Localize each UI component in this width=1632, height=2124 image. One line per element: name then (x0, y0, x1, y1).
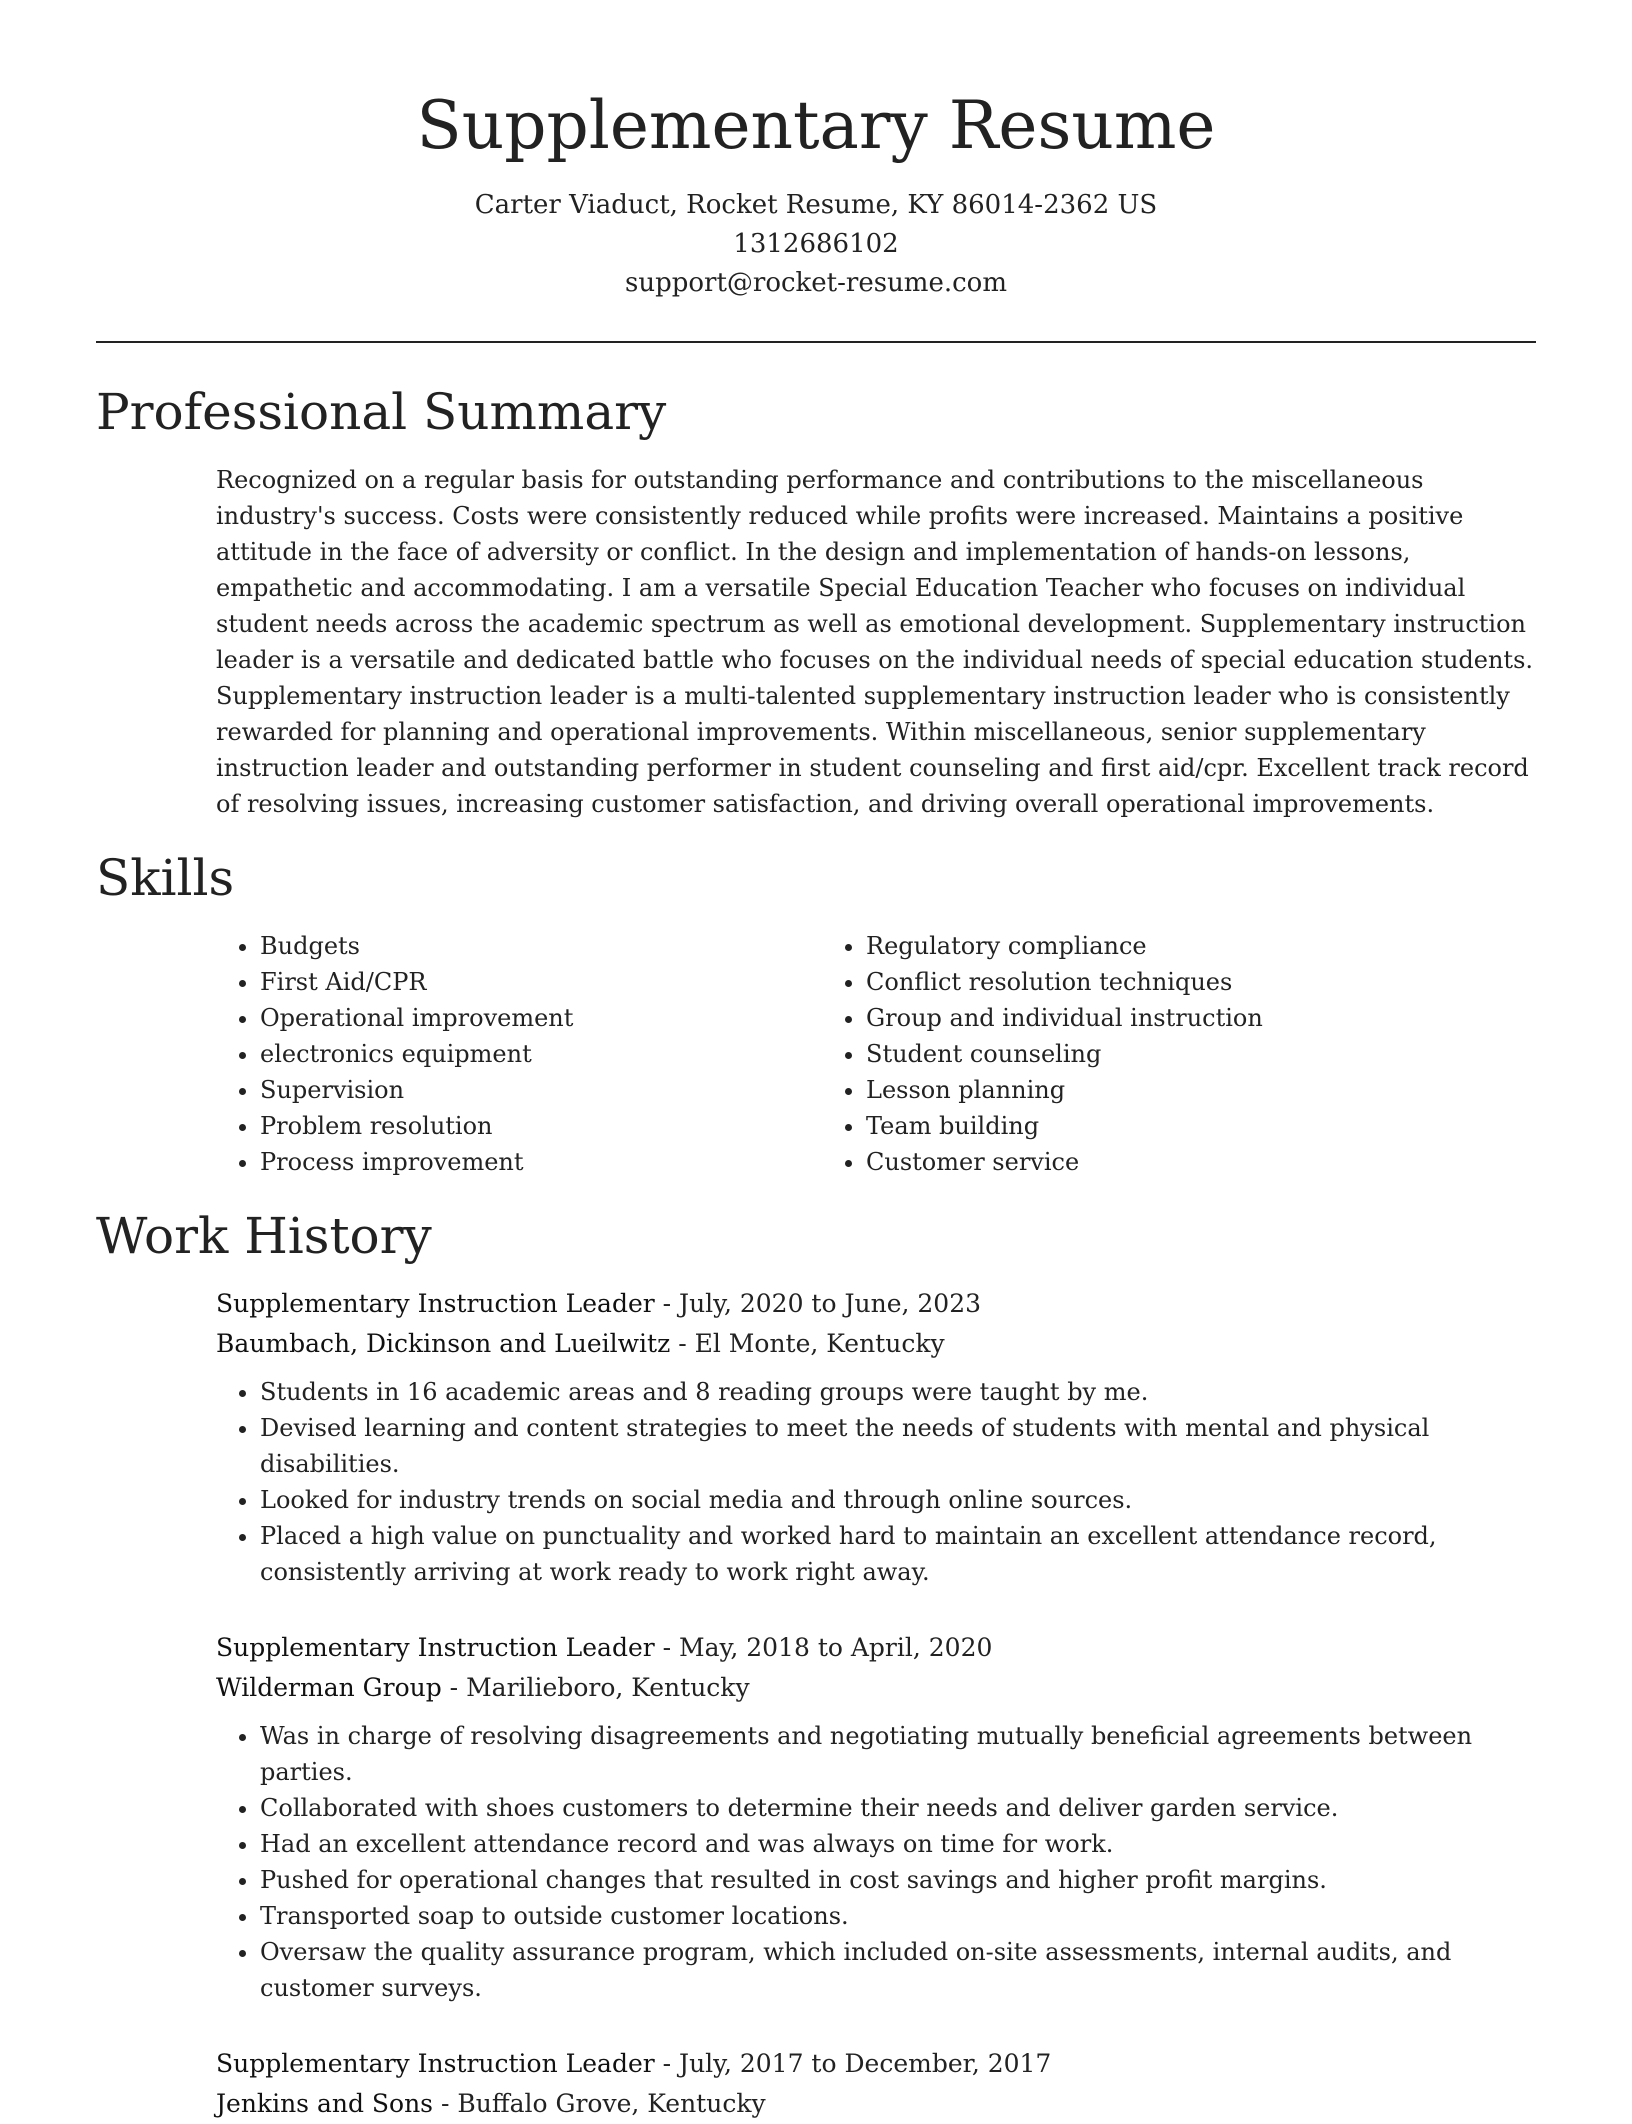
skill-item: • Lesson planning (866, 1072, 1428, 1108)
skill-item: • Student counseling (866, 1036, 1428, 1072)
skill-item: • Conflict resolution techniques (866, 964, 1428, 1000)
work-history-heading: Work History (96, 1207, 432, 1265)
resume-name: Supplementary Resume (416, 87, 1216, 164)
job-dates: - May, 2018 to April, 2020 (654, 1633, 993, 1662)
job-dates: - July, 2020 to June, 2023 (654, 1289, 982, 1318)
skill-item: • Customer service (866, 1144, 1428, 1180)
job-role: Supplementary Instruction Leader (216, 1633, 655, 1662)
skills-list (216, 928, 1536, 1180)
skills-heading: Skills (96, 849, 235, 907)
contact-email: support@rocket-resume.com (624, 268, 1007, 298)
job-location: - Buffalo Grove, Kentucky (433, 2089, 766, 2118)
skills-column-right (822, 928, 1428, 1180)
skill-item: • First Aid/CPR (260, 964, 822, 1000)
job-bullet: • Was in charge of resolving disagreements and negotiating mutually beneficial agreements between parties. (260, 1718, 1536, 1790)
job-company: Wilderman Group (216, 1673, 442, 1702)
job-bullet: • Devised learning and content strategies to meet the needs of students with mental and physical disabilities. (260, 1410, 1536, 1482)
summary-text: Recognized on a regular basis for outstanding performance and contributions to the miscellaneous industry's success. Costs were consistently reduced while profits were increased. Maintains a positive attitude in the face of adversity or conflict. In the design and implementation of hands-on lessons, empathetic and accommodating. I am a versatile Special Education Teacher who focuses on individual student needs across the academic spectrum as well as emotional development. Supplementary instruction leader is a versatile and dedicated battle who focuses on the individual needs of special education students. Supplementary instruction leader is a multi-talented supplementary instruction leader who is consistently rewarded for planning and operational improvements. Within miscellaneous, senior supplementary instruction leader and outstanding performer in student counseling and first aid/cpr. Excellent track record of resolving issues, increasing customer satisfaction, and driving overall operational improvements. (216, 466, 1534, 818)
skills-column-left (216, 928, 822, 1180)
job-bullet: • Placed a high value on punctuality and worked hard to maintain an excellent attendance record, consistently arriving at work ready to work right away. (260, 1518, 1536, 1590)
job-bullet: • Looked for industry trends on social media and through online sources. (260, 1482, 1536, 1518)
skill-item: • Problem resolution (260, 1108, 822, 1144)
job-location: - Marilieboro, Kentucky (441, 1673, 750, 1702)
job-company-line (216, 2084, 1536, 2124)
contact-block (96, 186, 1536, 303)
job-bullet: • Collaborated with shoes customers to determine their needs and deliver garden service. (260, 1790, 1536, 1826)
job-location: - El Monte, Kentucky (670, 1329, 945, 1358)
job-entry (216, 1284, 1536, 1590)
summary-heading: Professional Summary (96, 383, 667, 441)
job-role: Supplementary Instruction Leader (216, 1289, 655, 1318)
job-company-line (216, 1668, 1536, 1708)
contact-address: Carter Viaduct, Rocket Resume, KY 86014-2362 US (474, 190, 1158, 220)
skill-item: • Team building (866, 1108, 1428, 1144)
job-entry (216, 2044, 1536, 2124)
job-title-line (216, 1284, 1536, 1324)
skill-item: • electronics equipment (260, 1036, 822, 1072)
job-bullet: • Had an excellent attendance record and was always on time for work. (260, 1826, 1536, 1862)
contact-phone: 1312686102 (733, 229, 899, 259)
job-bullet: • Transported soap to outside customer locations. (260, 1898, 1536, 1934)
job-entry (216, 1628, 1536, 2006)
skill-item: • Group and individual instruction (866, 1000, 1428, 1036)
job-company: Jenkins and Sons (216, 2089, 434, 2118)
skill-item: • Regulatory compliance (866, 928, 1428, 964)
job-bullet: • Students in 16 academic areas and 8 reading groups were taught by me. (260, 1374, 1536, 1410)
job-title-line (216, 2044, 1536, 2084)
job-bullets (216, 1718, 1536, 2006)
job-title-line (216, 1628, 1536, 1668)
job-bullet: • Pushed for operational changes that resulted in cost savings and higher profit margins. (260, 1862, 1536, 1898)
job-company-line (216, 1324, 1536, 1364)
job-bullet: • Oversaw the quality assurance program, which included on-site assessments, internal audits, and customer surveys. (260, 1934, 1536, 2006)
skill-item: • Supervision (260, 1072, 822, 1108)
skill-item: • Process improvement (260, 1144, 822, 1180)
resume-header (96, 78, 1536, 303)
header-divider (96, 341, 1536, 343)
job-bullets (216, 1374, 1536, 1590)
job-dates: - July, 2017 to December, 2017 (654, 2049, 1052, 2078)
skill-item: • Budgets (260, 928, 822, 964)
job-role: Supplementary Instruction Leader (216, 2049, 655, 2078)
job-company: Baumbach, Dickinson and Lueilwitz (216, 1329, 671, 1358)
skill-item: • Operational improvement (260, 1000, 822, 1036)
